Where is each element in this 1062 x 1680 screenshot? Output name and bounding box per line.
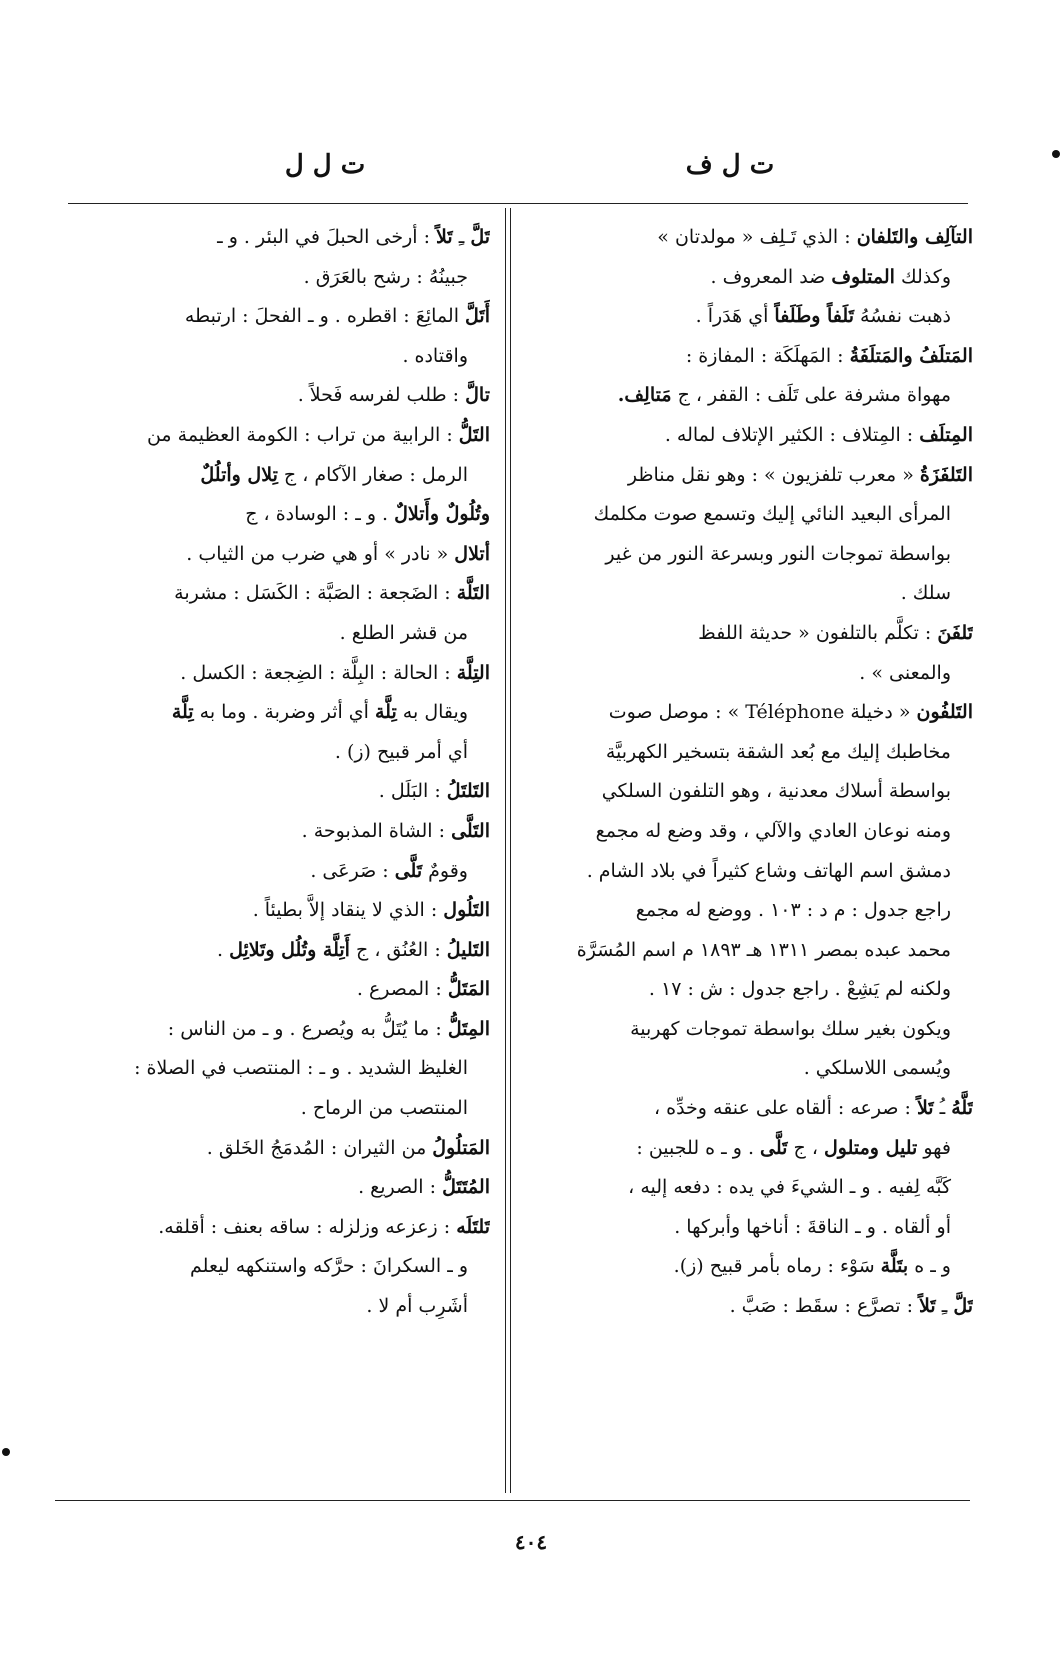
- definition-text: : الذي لا ينقاد إلاَّ بطيئاً .: [252, 899, 444, 922]
- definition-text: مخاطبك إليك مع بُعد الشقة بتسخير الكهربيَّة: [605, 740, 951, 763]
- definition-text: ضد المعروف .: [710, 265, 832, 288]
- definition-text: من قشر الطلع .: [339, 621, 468, 644]
- definition-text: .: [216, 938, 230, 961]
- definition-text: الرمل : صغار الآكام ، ج: [277, 463, 468, 486]
- headword: المُتَتَلُّ: [442, 1176, 490, 1199]
- headword: أَتَلَّ: [465, 305, 490, 328]
- headword: مَتالِف.: [617, 384, 672, 407]
- definition-text: : الضَجعة : الصَبَّة : الكَسَل : مشربة: [174, 582, 457, 605]
- entry-line: [50, 970, 490, 1010]
- headword: تِلَّة: [171, 701, 194, 724]
- headword: تَلَّهُ: [951, 1097, 973, 1120]
- entry-line: [50, 1287, 490, 1327]
- definition-text: « نادر » أو هي ضرب من الثياب .: [186, 542, 455, 565]
- definition-text: وكذلك: [894, 265, 951, 288]
- entry-line: [525, 1247, 973, 1287]
- entry-line: [50, 772, 490, 812]
- definition-text: ـُ: [933, 1097, 952, 1120]
- entry-line: [525, 495, 973, 535]
- definition-text: ويقال به: [396, 701, 468, 724]
- definition-text: : ما يُتَلُّ به ويُصرع . و ـ من الناس :: [167, 1017, 448, 1040]
- headword: تَلفَنَ: [937, 621, 973, 644]
- right-column: [525, 218, 973, 1327]
- definition-text: الغليظ الشديد . و ـ : المنتصب في الصلاة :: [134, 1057, 468, 1080]
- entry-line: [50, 258, 490, 298]
- scan-mark: [2, 1448, 10, 1456]
- definition-text: المائِعَ : اقطره . و ـ الفحلَ : ارتبطه: [184, 305, 466, 328]
- right-column-header: ت ل ف: [685, 150, 775, 180]
- headword: أَتِلَّة وتُلُل وتَلائِل: [229, 938, 350, 961]
- definition-text: دمشق اسم الهاتف وشاع كثيراً في بلاد الشام .: [586, 859, 951, 882]
- headword: المتلوف: [831, 265, 895, 288]
- entry-line: [50, 297, 490, 337]
- entry-line: [50, 852, 490, 892]
- entry-line: [50, 456, 490, 496]
- entry-line: [525, 1168, 973, 1208]
- definition-text: : تكلَّم بالتلفون « حديثة اللفظ: [698, 621, 938, 644]
- headword: التَلَّى: [451, 819, 490, 842]
- definition-text: : صَرعَى .: [310, 859, 395, 882]
- entry-line: [50, 337, 490, 377]
- headword: وتُلُولٌ وأَتلالٌ: [394, 503, 490, 526]
- headword: التِلَّة: [456, 661, 490, 684]
- headword: أتلال: [454, 542, 490, 565]
- entry-line: [525, 297, 973, 337]
- definition-text: : الصريع .: [358, 1176, 443, 1199]
- entry-line: [50, 574, 490, 614]
- definition-text: والمعنى » .: [859, 661, 951, 684]
- headword: المَتَلُّ: [447, 978, 490, 1001]
- definition-text: ـِ: [935, 1295, 954, 1318]
- definition-text: و ـ ه: [908, 1255, 951, 1278]
- headword: تَلَّى: [394, 859, 423, 882]
- entry-line: [525, 1049, 973, 1089]
- entry-line: [50, 1010, 490, 1050]
- entry-line: [525, 1208, 973, 1248]
- entry-line: [525, 693, 973, 733]
- entry-line: [50, 535, 490, 575]
- entry-line: [50, 1208, 490, 1248]
- definition-text: : صرعه : ألقاه على عنقه وخدِّه ،: [653, 1097, 917, 1120]
- definition-text: أي أمر قبيح (ز) .: [334, 740, 468, 763]
- headword: تَلَّى: [760, 1136, 788, 1159]
- entry-line: [50, 654, 490, 694]
- entry-line: [525, 1010, 973, 1050]
- entry-line: [50, 1089, 490, 1129]
- definition-text: ـِ: [452, 226, 471, 248]
- entry-line: [525, 733, 973, 773]
- headword: بتَلَّة: [880, 1255, 909, 1278]
- headword: تَلَّ: [470, 226, 490, 248]
- entry-line: [525, 376, 973, 416]
- headword: المَتلُولُ: [432, 1136, 490, 1159]
- definition-text: : الرابية من تراب : الكومة العظيمة من: [146, 423, 459, 446]
- definition-text: « معرب تلفزيون » : وهو نقل مناظر: [627, 463, 920, 486]
- headword: المَتلَفُ والمَتلَفَةُ: [849, 344, 973, 367]
- entry-line: [50, 891, 490, 931]
- entry-line: [50, 416, 490, 456]
- entry-line: [50, 376, 490, 416]
- headword: التَلفَزَةُ: [919, 463, 973, 486]
- definition-text: راجع جدول : م د : ١٠٣ . ووضع له مجمع: [635, 899, 951, 922]
- entry-line: [50, 1049, 490, 1089]
- entry-line: [50, 495, 490, 535]
- definition-text: : العُنُق ، ج: [349, 938, 447, 961]
- definition-text: ويُسمى اللاسلكي .: [803, 1057, 951, 1080]
- headword: التَلُّ: [458, 423, 490, 446]
- definition-text: ومنه نوعان العادي والآلي ، وقد وضع له مجمع: [595, 819, 951, 842]
- page-number: ٤٠٤: [514, 1530, 548, 1554]
- entry-line: [50, 1247, 490, 1287]
- entry-line: [50, 218, 490, 258]
- headword: التَلُول: [443, 899, 490, 922]
- definition-text: واقتاده .: [402, 344, 468, 367]
- definition-text: : طلب لفرسه فَحلاً .: [297, 384, 466, 407]
- headword: تَلاً: [436, 226, 453, 248]
- definition-text: أي أثر وضربة . وما به: [193, 701, 375, 724]
- definition-text: ذهبت نفسُهُ: [854, 305, 951, 328]
- entry-line: [525, 931, 973, 971]
- definition-text: . و ـ ه للجبين :: [636, 1136, 761, 1159]
- entry-line: [50, 733, 490, 773]
- headword: تَلَّ: [953, 1295, 973, 1318]
- definition-text: بواسطة أسلاك معدنية ، وهو التلفون السلكي: [601, 780, 951, 803]
- headword: تَلَفاً وطَلَفاً: [774, 305, 854, 328]
- definition-text: سَوْء : رماه بأمر قبيح (ز).: [673, 1255, 881, 1278]
- definition-text: : الحالة : البِلَّة : الضِجعة : الكسل .: [180, 661, 457, 684]
- definition-text: أي هَدَراً .: [695, 305, 775, 328]
- headword: تَلاً: [916, 1097, 934, 1120]
- entry-line: [50, 931, 490, 971]
- headword: التَلتَلُ: [446, 780, 490, 803]
- definition-text: فهو: [917, 1136, 951, 1159]
- definition-text: « دخيلة Téléphone » : موصل صوت: [608, 701, 917, 724]
- definition-text: : الذي تَـلِف « مولدتان »: [657, 226, 857, 248]
- entry-line: [50, 1129, 490, 1169]
- headword: التَلفُون: [916, 701, 973, 724]
- entry-line: [525, 772, 973, 812]
- definition-text: : تصرَّع : سقَط : صَبَّ .: [729, 1295, 920, 1318]
- entry-line: [525, 258, 973, 298]
- headword: تَلاً: [919, 1295, 936, 1318]
- definition-text: مهواة مشرفة على تَلَف : القفر ، ج: [671, 384, 951, 407]
- entry-line: [525, 416, 973, 456]
- column-divider: [505, 208, 511, 1493]
- left-column-header: ت ل ل: [284, 150, 366, 180]
- definition-text: : المِتلاف : الكثير الإتلاف لماله .: [664, 423, 920, 446]
- definition-text: من الثيران : المُدمَجُ الخَلق .: [206, 1136, 433, 1159]
- headword: التَلَّة: [456, 582, 490, 605]
- entry-line: [525, 891, 973, 931]
- definition-text: ، ج: [787, 1136, 824, 1159]
- definition-text: : زعزعه وزلزله : ساقه بعنف : أقلقه.: [158, 1215, 457, 1238]
- definition-text: أو ألقاه . و ـ الناقةَ : أناخها وأبركها .: [674, 1215, 951, 1238]
- definition-text: : المَهلَكَة : المفازة :: [685, 344, 850, 367]
- entry-line: [50, 812, 490, 852]
- headword: المِتَلُّ: [447, 1017, 490, 1040]
- definition-text: ولكنه لم يَشِعْ . راجع جدول : ش : ١٧ .: [648, 978, 951, 1001]
- entry-line: [525, 970, 973, 1010]
- definition-text: و ـ السكرانَ : حرَّكه واستنكهه ليعلم: [190, 1255, 468, 1278]
- scan-mark: [1052, 150, 1060, 158]
- entry-line: [525, 337, 973, 377]
- entry-line: [50, 693, 490, 733]
- entry-line: [525, 654, 973, 694]
- definition-text: : أرخى الحبلَ في البئر . و ـ: [217, 226, 437, 248]
- entry-line: [525, 1287, 973, 1327]
- definition-text: محمد عبده بمصر ١٣١١ هـ ١٨٩٣ م اسم المُسَرَّة: [576, 938, 951, 961]
- headword: التَليلُ: [446, 938, 490, 961]
- entry-line: [50, 1168, 490, 1208]
- entry-line: [525, 614, 973, 654]
- definition-text: : الشاة المذبوحة .: [301, 819, 452, 842]
- entry-line: [525, 1089, 973, 1129]
- headword: تالَّ: [465, 384, 490, 407]
- headword: التآلِف والتَلفان: [856, 226, 973, 248]
- headword: المِتلَف: [919, 423, 973, 446]
- definition-text: وقومٌ: [422, 859, 468, 882]
- entry-line: [525, 852, 973, 892]
- top-rule: [68, 203, 968, 204]
- entry-line: [525, 812, 973, 852]
- entry-line: [525, 574, 973, 614]
- entry-line: [525, 535, 973, 575]
- headword: تِلال وأتلُلٌ: [200, 463, 278, 486]
- left-column: [50, 218, 490, 1327]
- definition-text: المنتصب من الرماح .: [300, 1097, 468, 1120]
- definition-text: ويكون بغير سلك بواسطة تموجات كهربية: [630, 1017, 951, 1040]
- entry-line: [50, 614, 490, 654]
- definition-text: . و ـ : الوسادة ، ج: [245, 503, 395, 526]
- definition-text: جبينُهُ : رشح بالعَرَق .: [303, 265, 468, 288]
- definition-text: كَبَّه لِفيه . و ـ الشيءَ في يده : دفعه إليه ،: [628, 1176, 951, 1199]
- definition-text: : البَلَل .: [378, 780, 447, 803]
- definition-text: : المصرع .: [356, 978, 448, 1001]
- entry-line: [525, 456, 973, 496]
- headword: تِلَّة: [375, 701, 397, 724]
- entry-line: [525, 1129, 973, 1169]
- definition-text: المرأى البعيد النائي إليك وتسمع صوت مكلمك: [593, 503, 951, 526]
- definition-text: سلك .: [900, 582, 951, 605]
- headword: تليل ومتلول: [823, 1136, 918, 1159]
- definition-text: أشَرِب أم لا .: [366, 1295, 468, 1318]
- headword: تَلتَلَه: [456, 1215, 490, 1238]
- bottom-rule: [55, 1500, 970, 1501]
- entry-line: [525, 218, 973, 258]
- definition-text: بواسطة تموجات النور وبسرعة النور من غير: [605, 542, 951, 565]
